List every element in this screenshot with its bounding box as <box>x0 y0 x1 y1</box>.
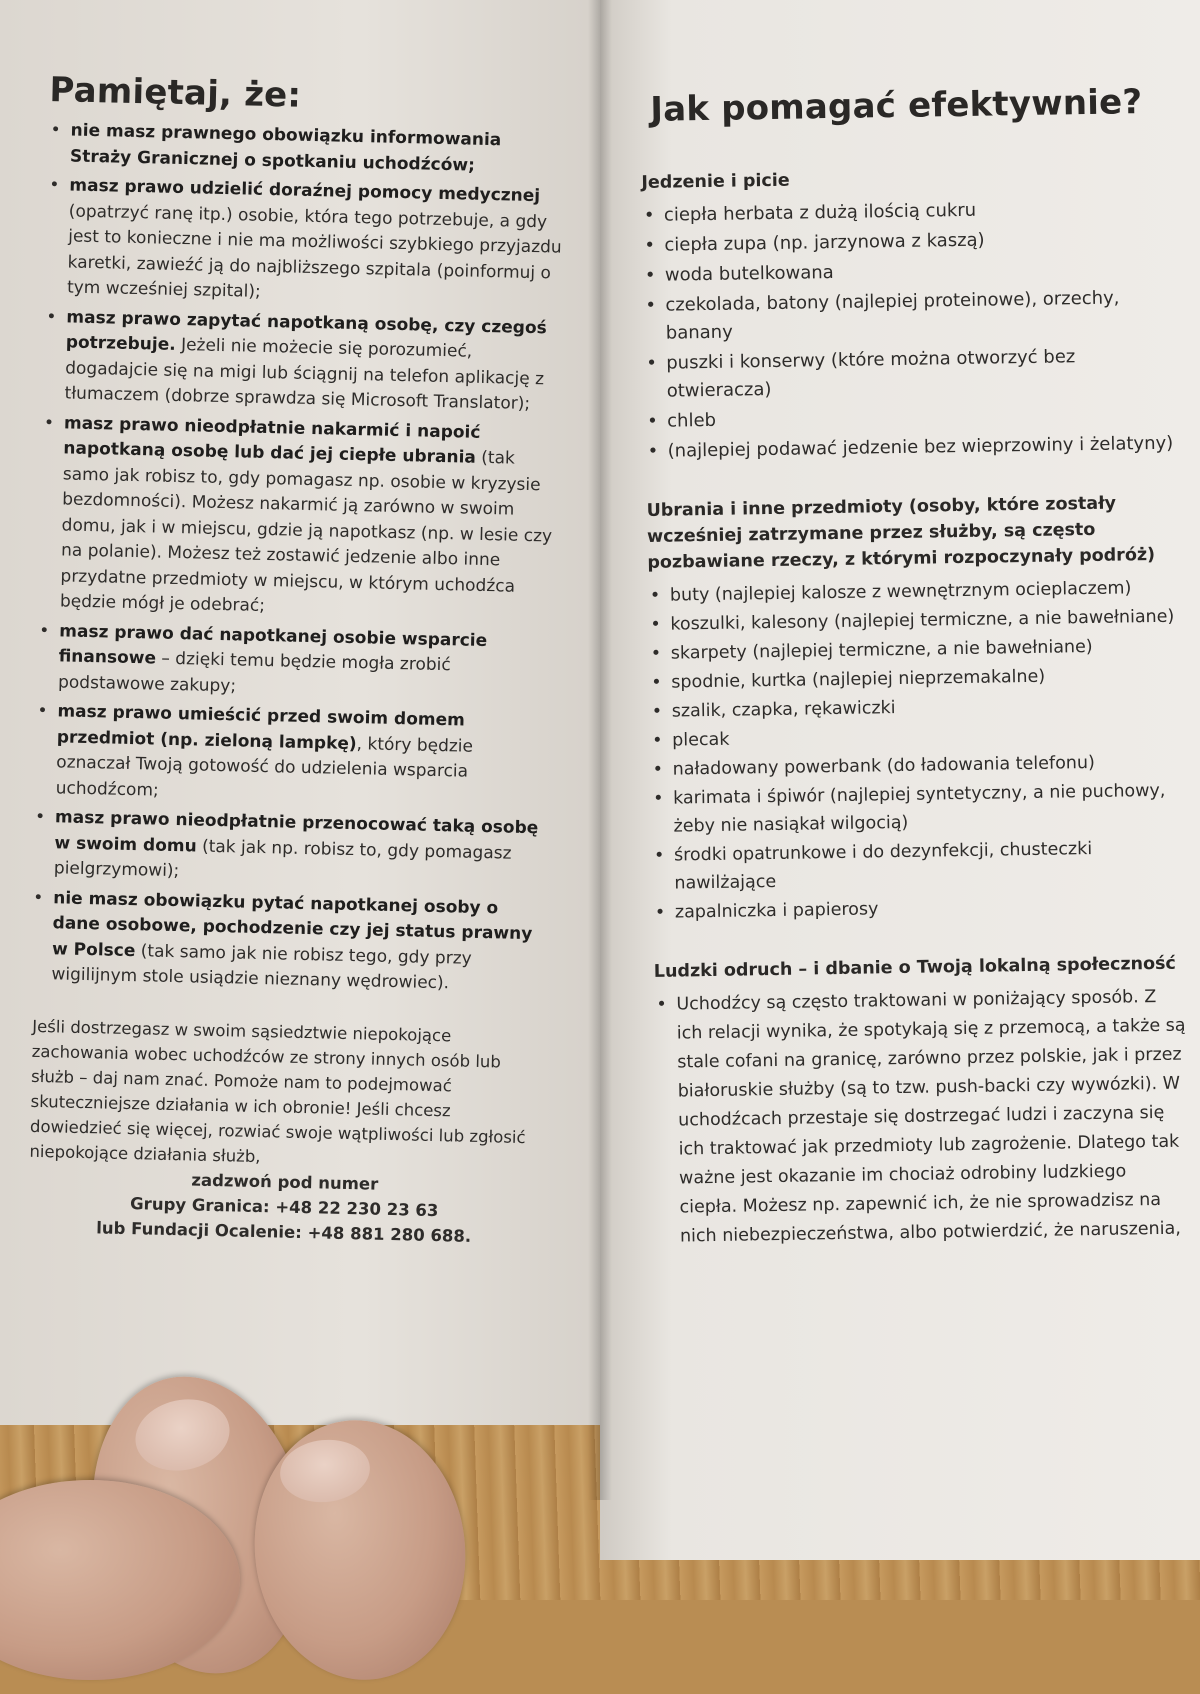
clothes-list-item: • buty (najlepiej kalosze z wewnętrznym ocieplaczem) <box>648 574 1180 610</box>
clothes-list-item: • szalik, czapka, rękawiczki <box>650 690 1182 726</box>
left-page-heading: Pamiętaj, że: <box>49 70 566 122</box>
food-list-item: • (najlepiej podawać jedzenie bez wieprzowiny i żelatyny) <box>645 430 1177 466</box>
report-notice-paragraph: Jeśli dostrzegasz w swoim sąsiedztwie niepokojące zachowania wobec uchodźców ze strony innych osób lub służb – daj nam znać. Pomoże nam to podejmować skuteczniejsze działania w ich obronie! Jeśli chcesz dowiedzieć się więcej, rozwiać swoje wątpliwości lub zgłosić niepokojące działania służb, <box>25 1013 544 1175</box>
rights-item-bold: masz prawo zapytać napotkaną osobę, czy czegoś potrzebuje. <box>66 307 547 355</box>
rights-list-item <box>36 618 554 706</box>
rights-item-text: (tak samo jak nie robisz tego, gdy przy wigilijnym stole usiądzie nieznany wędrowiec). <box>51 941 472 994</box>
clothes-list-item: • zapalniczka i papierosy <box>653 891 1185 927</box>
clothes-list-item: • koszulki, kalesony (najlepiej termiczne, a nie bawełniane) <box>648 603 1180 639</box>
rights-item-text: , który będzie oznaczał Twoją gotowość do udzielenia wsparcia uchodźcom; <box>55 734 473 801</box>
right-leaflet-page <box>600 0 1200 1560</box>
clothes-list-item: • naładowany powerbank (do ładowania telefonu) <box>650 748 1182 784</box>
food-list-item: • czekolada, batony (najlepiej proteinowe), orzechy, banany <box>643 284 1176 348</box>
rights-list <box>29 118 565 999</box>
food-list-item: • woda butelkowana <box>643 254 1175 290</box>
rights-list-item <box>33 699 551 813</box>
food-list-item: • puszki i konserwy (które można otworzyć bez otwieracza) <box>644 342 1177 406</box>
clothes-list-item: • plecak <box>650 719 1182 755</box>
rights-list-item <box>32 805 550 893</box>
rights-item-bold: masz prawo nieodpłatnie nakarmić i napoić napotkaną osobę lub dać jej ciepłe ubrania <box>63 413 480 468</box>
contact-intro: zadzwoń pod numer <box>25 1163 541 1200</box>
food-section-title: Jedzenie i picie <box>641 162 1173 196</box>
human-gesture-text: • Uchodźcy są często traktowani w poniżający sposób. Z ich relacji wynika, że spotykają się z przemocą, a także są stale cofani na granicę, zarówno przez polskie, jak i przez białoruskie służby (są to tzw. push-backi czy wywózki). W uchodźcach przestaje się dostrzegać ludzi i zaczyna się ich traktować jak przedmioty lub zagrożenie. Dlatego tak ważne jest okazanie im chociaż odrobiny ludzkiego ciepła. Możesz np. zapewnić ich, że nie sprowadzisz na nich niebezpieczeństwa, albo potwierdzić, że naruszenia, <box>654 983 1190 1252</box>
right-page-content <box>640 82 1190 1252</box>
right-page-heading: Jak pomagać efektywnie? <box>650 82 1173 130</box>
human-gesture-section <box>654 951 1191 1252</box>
clothes-section <box>646 490 1185 927</box>
clothes-list-item: • środki opatrunkowe i do dezynfekcji, chusteczki nawilżające <box>652 834 1185 898</box>
human-gesture-title: Ludzki odruch – i dbanie o Twoją lokalną społeczność <box>654 951 1186 985</box>
rights-list-item <box>38 410 558 626</box>
rights-item-text: Jeżeli nie możecie się porozumieć, dogadajcie się na migi lub ściągnij na telefon aplikację z tłumaczem (dobrze sprawdza się Microsoft Translator); <box>64 335 544 414</box>
rights-list-item <box>48 118 565 181</box>
rights-item-bold: masz prawo udzielić doraźnej pomocy medycznej <box>69 175 540 206</box>
rights-item-text: (tak samo jak robisz to, gdy pomagasz np. osobie w kryzysie bezdomności). Możesz nakarmić ją zarówno w swoim domu, jak i w miejscu, gdzie ją napotkasz (np. w lesie czy na polanie). Możesz też zostawić jedzenie albo inne przydatne przedmioty w miejscu, w którym uchodźca będzie mógł je odebrać; <box>60 448 553 616</box>
clothes-list-item: • spodnie, kurtka (najlepiej nieprzemakalne) <box>649 661 1181 697</box>
rights-item-bold: masz prawo dać napotkanej osobie wsparcie finansowe <box>58 621 487 669</box>
clothes-list-item: • karimata i śpiwór (najlepiej syntetyczny, a nie puchowy, żeby nie nasiąkał wilgocią) <box>651 777 1184 841</box>
rights-item-text: (opatrzyć ranę itp.) osobie, która tego potrzebuje, a gdy jest to konieczne i nie ma możliwości szybkiego przyjazdu karetki, zawieźć ją do najbliższego szpitala (poinformuj o tym wcześniej szpital); <box>67 201 562 302</box>
rights-item-text: (tak jak np. robisz to, gdy pomagasz pielgrzymowi); <box>54 836 512 881</box>
rights-list-item <box>29 885 547 999</box>
human-gesture-list <box>654 983 1190 1252</box>
food-list-item: • chleb <box>645 400 1177 436</box>
rights-item-bold: masz prawo nieodpłatnie przenocować taką osobę w swoim domu <box>54 807 538 856</box>
clothes-list-item: • skarpety (najlepiej termiczne, a nie bawełniane) <box>649 632 1181 668</box>
rights-item-bold: nie masz prawnego obowiązku informowania Straży Granicznej o spotkaniu uchodźców; <box>70 120 502 175</box>
clothes-list <box>648 574 1185 927</box>
left-page-content <box>23 70 565 1250</box>
rights-item-bold: nie masz obowiązku pytać napotkanej osoby o dane osobowe, pochodzenie czy jej status prawny w Polsce <box>52 888 533 961</box>
contact-granica-phone: Grupy Granica: +48 22 230 23 63 <box>24 1188 540 1225</box>
clothes-section-title: Ubrania i inne przedmioty (osoby, które zostały wcześniej zatrzymane przez służby, są często pozbawiane rzeczy, z którymi rozpoczynały podróż) <box>646 490 1179 576</box>
food-section <box>641 162 1178 466</box>
left-leaflet-page <box>0 0 600 1425</box>
food-list <box>642 194 1178 466</box>
page-fold-shadow <box>588 0 612 1500</box>
contact-ocalenie-phone: lub Fundacji Ocalenie: +48 881 280 688. <box>23 1213 539 1250</box>
rights-item-bold: masz prawo umieścić przed swoim domem przedmiot (np. zieloną lampkę) <box>57 701 465 753</box>
rights-item-text: – dzięki temu będzie mogła zrobić podstawowe zakupy; <box>58 649 451 696</box>
rights-list-item <box>45 173 564 312</box>
food-list-item: • ciepła herbata z dużą ilością cukru <box>642 194 1174 230</box>
food-list-item: • ciepła zupa (np. jarzynowa z kaszą) <box>642 224 1174 260</box>
rights-list-item <box>42 304 560 418</box>
